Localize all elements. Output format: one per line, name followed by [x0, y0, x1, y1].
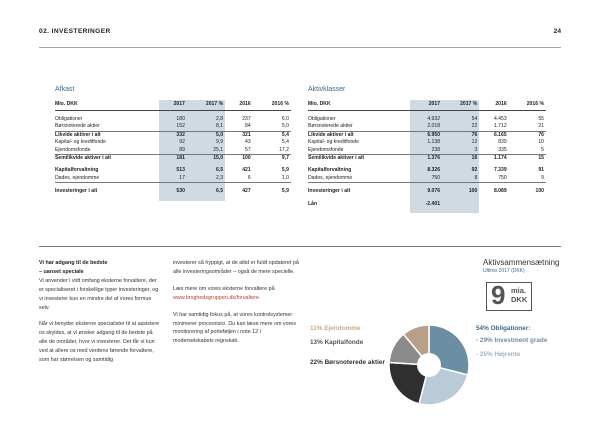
table-cell: 6 — [225, 175, 253, 183]
table-cell: 8 — [442, 175, 479, 183]
text-column-2 — [173, 259, 300, 354]
table-cell: 91 — [538, 167, 544, 174]
table-cell: 8.089 — [493, 188, 507, 195]
table-cell: 421 — [242, 167, 251, 174]
table-cell: 43 — [245, 139, 251, 146]
table-cell: 6,5 — [187, 167, 225, 174]
pie-label-investment-grade: - 29% Investment grade — [476, 337, 548, 344]
table-cell: 89 — [159, 147, 187, 155]
table-cell: 4.932 — [410, 116, 442, 123]
aktivklasser-table-block — [308, 86, 552, 213]
table-cell: 54 — [442, 116, 479, 123]
column-header: Mio. DKK — [55, 100, 159, 111]
table-cell: 8.326 — [410, 167, 442, 174]
table-cell: 16 — [442, 155, 479, 163]
table-cell: 12 — [442, 139, 479, 146]
column-header: 2017 — [410, 100, 442, 111]
table-cell: 5,0 — [253, 123, 291, 131]
table-cell: 3 — [442, 147, 479, 155]
table-cell: 1.174 — [493, 155, 507, 162]
row-label: Semilikvide aktiver i alt — [308, 155, 365, 162]
table-cell: 25,1 — [187, 147, 225, 155]
table-cell: 6,5 — [187, 188, 225, 195]
total-badge — [486, 282, 532, 311]
column-header: 2016 % — [253, 100, 291, 111]
section-divider — [39, 246, 561, 247]
row-label: Lån — [308, 200, 318, 207]
table-row — [55, 123, 291, 131]
table-row — [308, 201, 546, 208]
table-cell: 17 — [159, 175, 187, 183]
table-cell: 76 — [442, 131, 479, 139]
table-cell: 513 — [159, 167, 187, 174]
total-number: 9 — [491, 280, 506, 310]
table-cell — [442, 201, 479, 208]
table-cell: 1.712 — [479, 123, 508, 131]
page-number: 24 — [553, 28, 561, 35]
table-cell: 10 — [538, 139, 544, 146]
chart-title: Aktivsammensætning — [483, 258, 560, 267]
row-label: Semilikvide aktiver i alt — [55, 155, 112, 162]
column-header: 2017 — [159, 100, 187, 111]
table-cell: 6.165 — [479, 131, 508, 139]
table-cell: 100 — [242, 155, 251, 162]
forvaltere-link[interactable]: www.brvghedsgruppen.dk/forvaltere. — [173, 294, 261, 301]
table-cell: 8,1 — [187, 123, 225, 131]
table-row — [55, 147, 291, 155]
table-cell: 427 — [242, 188, 251, 195]
row-label: Likvide aktiver i alt — [55, 131, 159, 139]
afkast-table-block — [55, 86, 295, 201]
table-cell: 9,9 — [187, 139, 225, 146]
column-header: Mio. DKK — [308, 100, 410, 111]
table-cell: 530 — [159, 188, 187, 195]
table-cell: 21 — [509, 123, 546, 131]
table-cell: 1,0 — [253, 175, 291, 183]
table-cell: 332 — [159, 131, 187, 139]
aktivklasser-table — [308, 100, 546, 213]
total-unit: mia. — [511, 286, 527, 295]
table-cell: 5,0 — [187, 131, 225, 139]
table-cell: 7.339 — [493, 167, 507, 174]
table-row — [308, 123, 546, 131]
table-cell: 2,3 — [187, 175, 225, 183]
table-cell: 181 — [159, 155, 187, 163]
table-cell: 335 — [479, 147, 508, 155]
table-cell: 100 — [442, 188, 479, 195]
paragraph: Vi anvender i vidt omfang eksterne forvaltere, der er specialiseret i forskellige typer investeringer, og vi investerer kun en mindre del af vores formue selv. — [39, 277, 159, 311]
pie-label-hojrente: - 25% Højrente — [476, 351, 521, 358]
lead-heading-2: – uanset speciale — [39, 268, 84, 275]
table-cell: 6,0 — [281, 116, 289, 122]
table-cell: 6.950 — [410, 131, 442, 139]
table-cell: 238 — [410, 147, 442, 155]
column-header: 2017 % — [442, 100, 479, 111]
row-label: Kapital- og kreditfonde — [308, 139, 359, 146]
row-label: Investeringer i alt — [308, 188, 351, 195]
table-row — [308, 155, 546, 163]
paragraph: investerer så hyppigt, at de altid er fuldt opdateret på alle investeringsområder – også de mere specielle. — [173, 260, 299, 275]
table-row — [308, 147, 546, 155]
table-cell — [509, 201, 546, 208]
pie-label-obligationer: 54% Obligationer: — [476, 325, 531, 332]
aktivklasser-title: Aktivklasser — [308, 86, 346, 93]
column-header: 2016 — [479, 100, 508, 111]
table-cell: 17,2 — [253, 147, 291, 155]
row-label: Obligationer — [55, 116, 83, 122]
table-cell: 84 — [225, 123, 253, 131]
aktivsammensaetning-heading — [483, 258, 559, 274]
chart-subtitle: Ultimo 2017 (DKK) — [483, 268, 525, 274]
header-divider — [39, 47, 561, 48]
column-header: 2016 % — [509, 100, 546, 111]
column-header: 2017 % — [187, 100, 225, 111]
paragraph-text: Læs mere om vores eksterne forvaltere på — [173, 285, 275, 292]
table-cell: 55 — [538, 116, 544, 122]
section-title: 02. INVESTERINGER — [39, 28, 111, 35]
row-label: Obligationer — [308, 116, 336, 122]
table-cell: 4.453 — [493, 116, 507, 122]
table-row — [308, 116, 546, 123]
row-label: Dades, ejendomme — [55, 175, 159, 183]
table-cell: 22 — [442, 123, 479, 131]
table-cell: 1.138 — [410, 139, 442, 146]
page-header — [39, 28, 561, 42]
table-cell: 92 — [159, 139, 187, 146]
table-row — [55, 167, 291, 174]
table-row — [308, 139, 546, 146]
row-label: Investeringer i alt — [55, 188, 98, 195]
table-cell: 15 — [538, 155, 544, 162]
row-label: Likvide aktiver i alt — [308, 131, 410, 139]
table-row — [55, 155, 291, 163]
paragraph: Vi har samtidig fokus på, at vores kontrolsystemer minimerer procesrisici. Du kan læse mere om vores monitorering af porteføljen i note 12 i moderselskabets regnskab. — [173, 311, 297, 345]
table-row — [55, 175, 291, 183]
table-cell: 750 — [410, 175, 442, 183]
table-cell: 15,0 — [187, 155, 225, 163]
table-cell: 750 — [479, 175, 508, 183]
table-cell: 9 — [509, 175, 546, 183]
table-cell: 839 — [498, 139, 507, 146]
table-row — [308, 167, 546, 174]
table-row — [308, 175, 546, 183]
table-cell: 5,4 — [281, 139, 289, 146]
paragraph: Når vi benytter eksterne specialister til at assistere os skyldes, at vi ønsker adgang til de bedste på alle de områder, hvor vi investerer. Det får vi kun ved at allere os med verdens førende forvaltere, som har størrelsen og samtidig — [39, 321, 160, 364]
text-column-1 — [39, 259, 161, 373]
table-cell: 321 — [225, 131, 253, 139]
table-cell: 76 — [509, 131, 546, 139]
row-label: Ejendomsfonde — [55, 147, 159, 155]
table-row — [55, 139, 291, 146]
row-label: Kapitalforvaltning — [55, 167, 99, 174]
row-label: Børsnoterede aktier — [55, 123, 159, 131]
table-cell: 1.376 — [410, 155, 442, 163]
row-label: Børsnoterede aktier — [308, 123, 410, 131]
table-row — [308, 188, 546, 195]
row-label: Ejendomsfonde — [308, 147, 410, 155]
paragraph — [173, 285, 300, 303]
total-currency: DKK — [511, 295, 528, 304]
pie-label-ejendomme: 11% Ejendomme — [310, 325, 361, 332]
table-cell: -2.401 — [410, 201, 442, 208]
table-cell: 180 — [159, 116, 187, 123]
table-cell: 5,4 — [253, 131, 291, 139]
table-cell: 5 — [509, 147, 546, 155]
table-row — [55, 131, 291, 139]
table-cell: 100 — [535, 188, 544, 195]
row-label: Kapital- og kreditfonde — [55, 139, 106, 146]
row-label: Kapitalforvaltning — [308, 167, 352, 174]
pie-label-kapitalfonde: 13% Kapitalfonde — [310, 339, 364, 346]
table-cell: 5,9 — [281, 167, 289, 174]
table-cell — [479, 201, 508, 208]
column-header: 2016 — [225, 100, 253, 111]
table-cell: 2.018 — [410, 123, 442, 131]
table-row — [55, 116, 291, 123]
table-row — [55, 188, 291, 195]
table-cell: 9.076 — [410, 188, 442, 195]
row-label: Dades, ejendomme — [308, 175, 410, 183]
table-cell: 152 — [159, 123, 187, 131]
afkast-table — [55, 100, 291, 201]
asset-donut-chart — [386, 322, 472, 408]
lead-heading-1: Vi har adgang til de bedste — [39, 260, 108, 266]
donut-hole — [417, 353, 441, 377]
table-cell: 237 — [242, 116, 251, 122]
table-cell: 2,8 — [187, 116, 225, 123]
table-row — [308, 131, 546, 139]
table-cell: 92 — [442, 167, 479, 174]
afkast-title: Afkast — [55, 86, 75, 93]
pie-label-aktier: 22% Børsnoterede aktier — [310, 359, 385, 366]
table-cell: 9,7 — [281, 155, 289, 162]
table-cell: 5,9 — [281, 188, 289, 195]
table-cell: 57 — [225, 147, 253, 155]
